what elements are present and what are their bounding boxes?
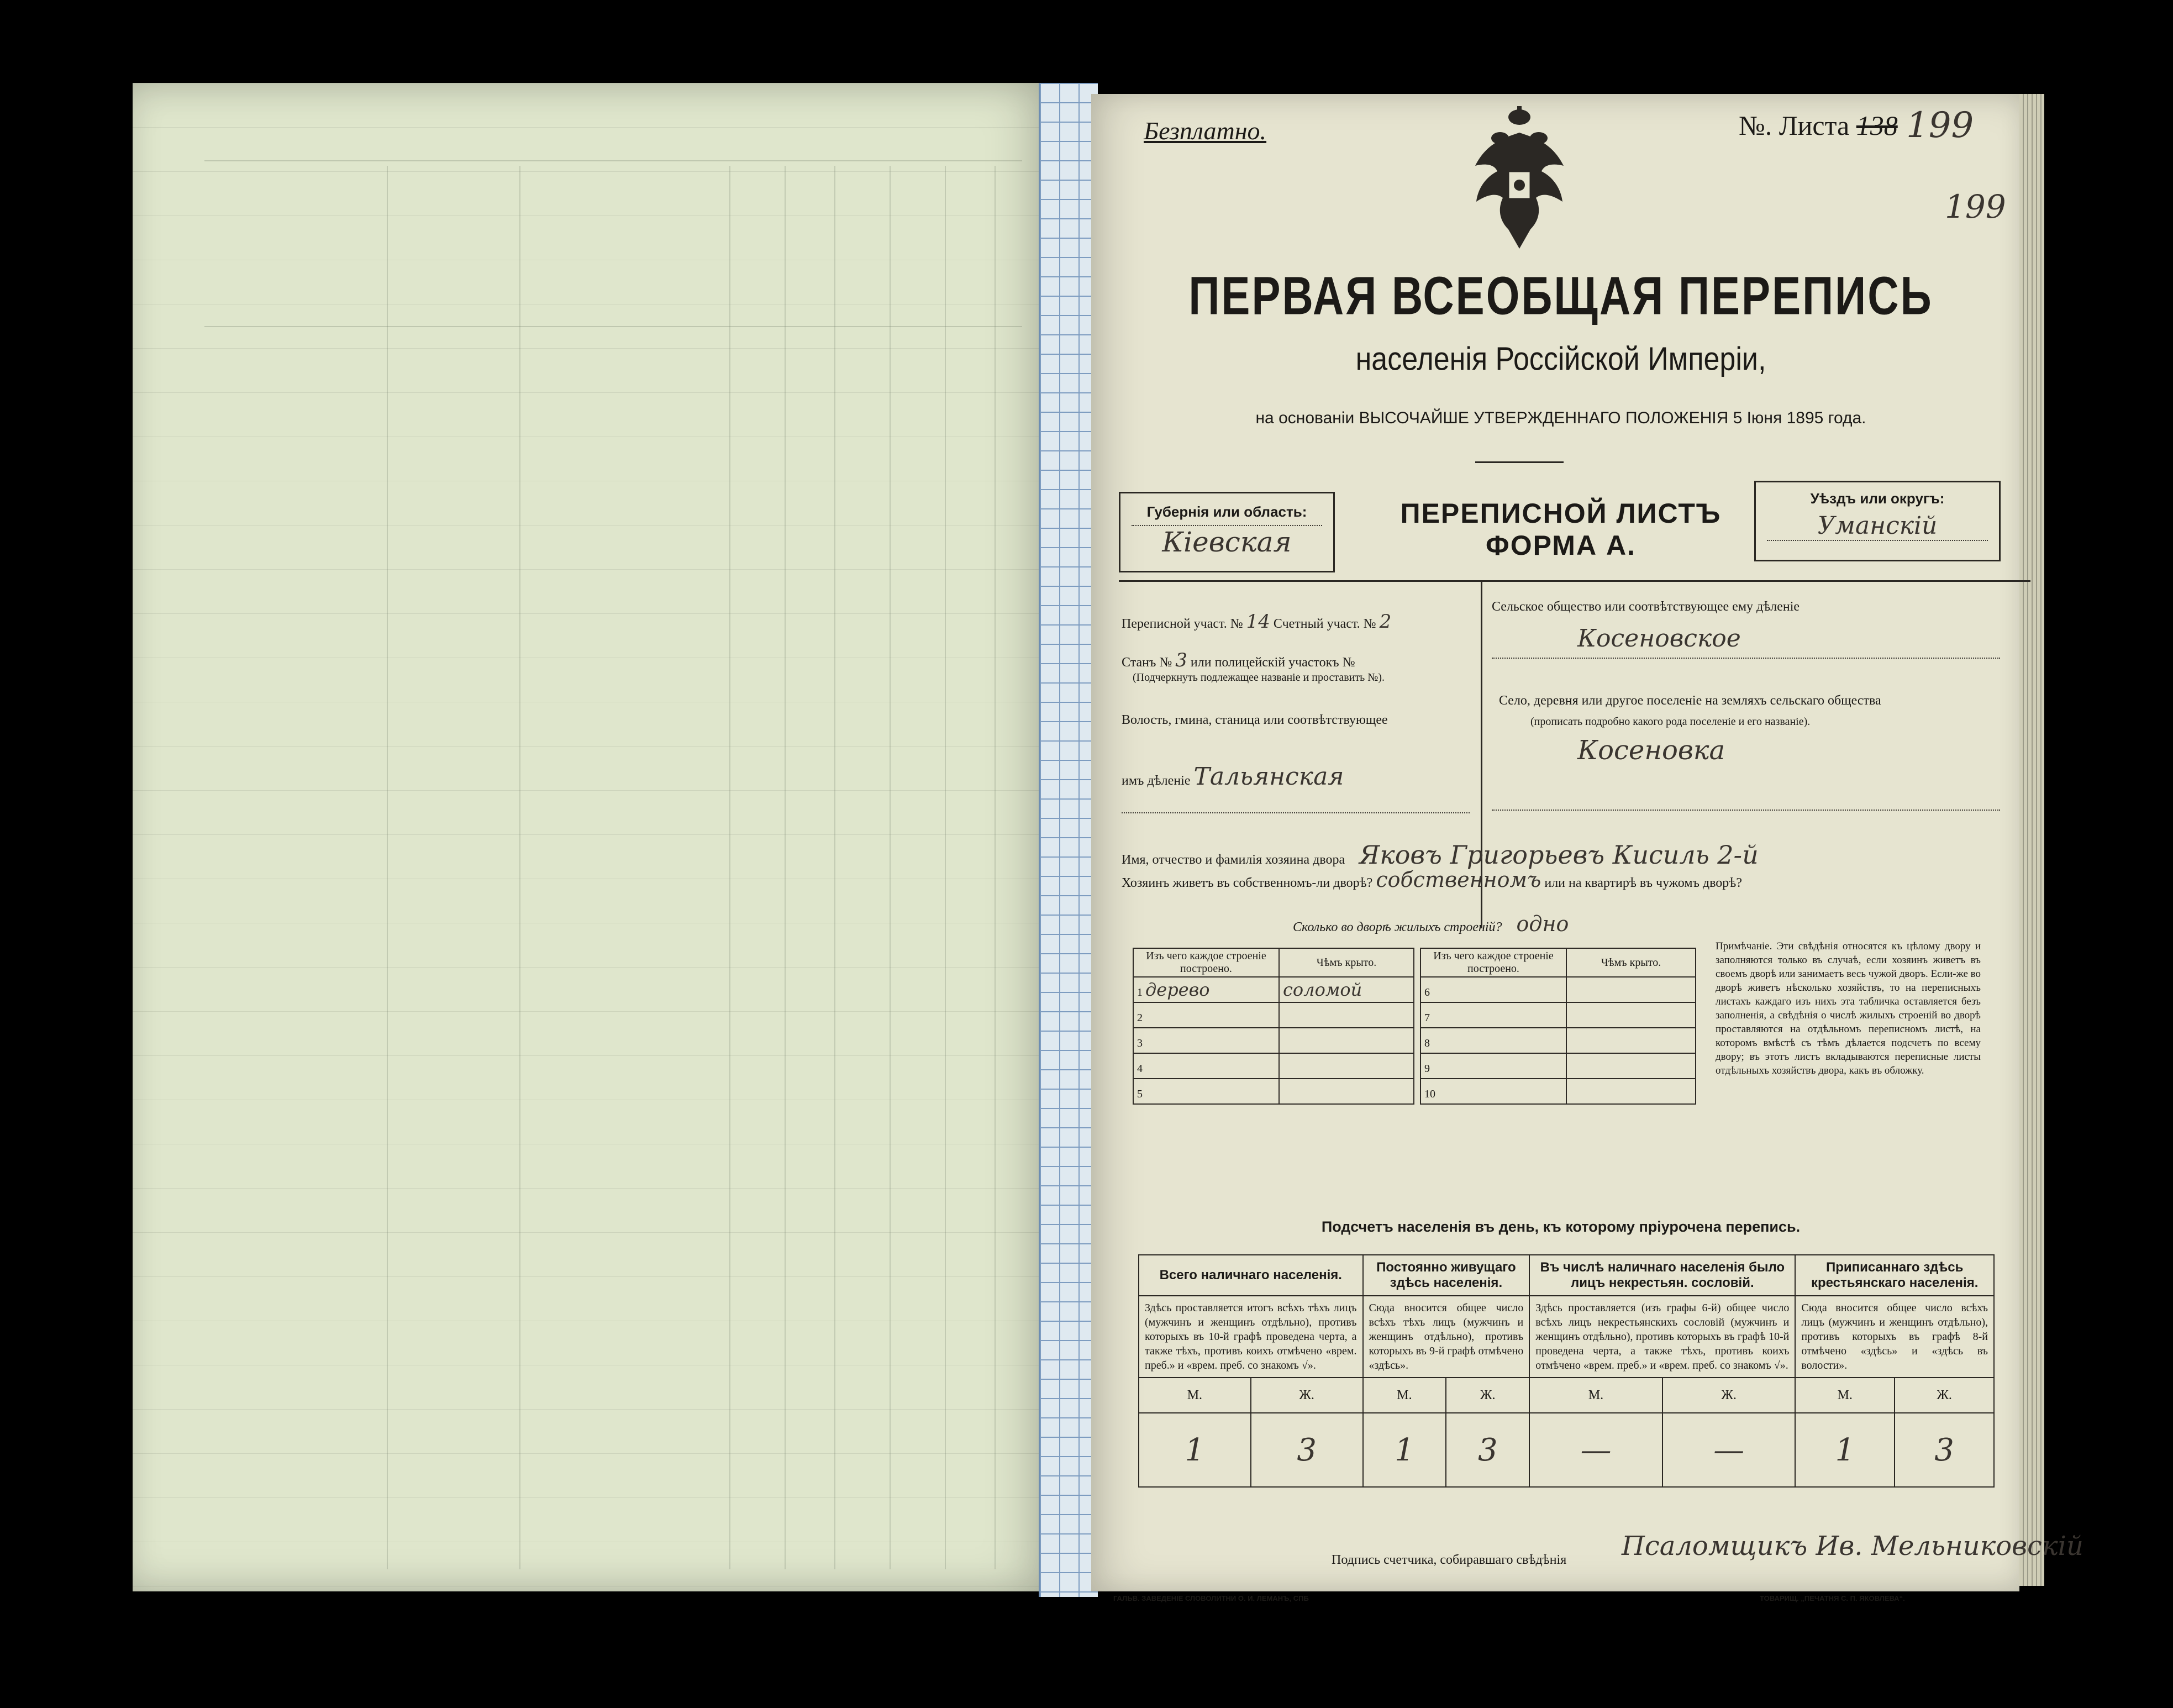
- roof-value: [1566, 1028, 1696, 1053]
- sex-label: Ж.: [1446, 1378, 1529, 1413]
- stan-value: 3: [1175, 649, 1187, 671]
- page-stack-edges: [2019, 94, 2044, 1586]
- ghost-column-line: [834, 166, 835, 1569]
- totals-value: 1: [1363, 1413, 1446, 1487]
- divider-ornament: [1475, 461, 1564, 463]
- form-title: ПЕРЕПИСНОЙ ЛИСТЪ: [1400, 498, 1722, 529]
- building-material-cell: [1133, 1053, 1279, 1079]
- society-value: Косеновское: [1577, 624, 1741, 653]
- totals-column-description: Сюда вносится общее число всѣхъ лицъ (мужчинъ и женщинъ отдѣльно), противъ которыхъ въ графѣ 8-й отмѣчено «здѣсь» и «здѣсь въ волости».: [1795, 1296, 1994, 1378]
- building-material-cell: [1420, 977, 1566, 1002]
- ghost-column-line: [945, 166, 946, 1569]
- row-number: 5: [1137, 1088, 1143, 1100]
- ghost-header-line: [204, 160, 1022, 161]
- volost-value: Тальянская: [1193, 763, 1344, 791]
- sex-label: М.: [1529, 1378, 1662, 1413]
- totals-column-description: Сюда вносится общее число всѣхъ тѣхъ лицъ (мужчинъ и женщинъ отдѣльно), противъ которыхъ въ 9-й графѣ отмѣчено «здѣсь».: [1363, 1296, 1530, 1378]
- building-material-cell: [1420, 1002, 1566, 1028]
- village-note: (прописать подробно какого рода поселеніе и его названіе).: [1530, 716, 1811, 728]
- totals-column-title: Въ числѣ наличнаго населенія было лицъ некрестьян. сословій.: [1529, 1255, 1795, 1296]
- roof-value: [1566, 1053, 1696, 1079]
- building-material-cell: [1420, 1028, 1566, 1053]
- ghost-header-line: [204, 326, 1022, 327]
- free-label: Безплатно.: [1144, 117, 1267, 145]
- totals-value: —: [1662, 1413, 1796, 1487]
- uyezd-label: Уѣздъ или округъ:: [1810, 490, 1945, 507]
- binding-grid-strip: [1039, 83, 1098, 1597]
- totals-column-title: Приписаннаго здѣсь крестьянскаго населенія.: [1795, 1255, 1994, 1296]
- totals-table: [1138, 1254, 1995, 1488]
- building-row: [1420, 1079, 1696, 1104]
- sex-label: Ж.: [1251, 1378, 1363, 1413]
- building-row: [1420, 977, 1696, 1002]
- building-material-cell: [1420, 1079, 1566, 1104]
- sex-label: М.: [1795, 1378, 1895, 1413]
- roof-value: [1566, 1002, 1696, 1028]
- col-material: Изъ чего каждое строеніе построено.: [1420, 948, 1566, 977]
- buildings-count-value: одно: [1516, 912, 1569, 936]
- section-divider: [1119, 580, 2030, 582]
- buildings-table-left: [1133, 948, 1414, 1105]
- signature-value: Псаломщикъ Ив. Мельниковскій: [1622, 1531, 2083, 1562]
- building-material-cell: [1133, 977, 1279, 1002]
- guberniya-label: Губернія или область:: [1146, 503, 1307, 520]
- sex-label: М.: [1139, 1378, 1251, 1413]
- buildings-count-field: Сколько во дворѣ жилыхъ строеній? одно: [1293, 912, 1569, 936]
- roof-value: [1279, 1053, 1414, 1079]
- left-page: [133, 83, 1050, 1591]
- totals-caption: Подсчетъ населенія въ день, къ которому пріурочена перепись.: [1321, 1218, 1801, 1235]
- sheet-number-label: №. Листа 138: [1739, 110, 1898, 141]
- sex-label: Ж.: [1895, 1378, 1994, 1413]
- volost-field: имъ дѣленіе Тальянская: [1122, 763, 1344, 791]
- subtitle: населенія Россійской Имперіи,: [1355, 340, 1766, 378]
- building-row: [1133, 1053, 1414, 1079]
- totals-value: 3: [1895, 1413, 1994, 1487]
- owner-lives-field: Хозяинъ живетъ въ собственномъ-ли дворѣ? собственномъ или на квартирѣ въ чужомъ дворѣ?: [1122, 868, 1742, 892]
- building-material-cell: [1133, 1028, 1279, 1053]
- building-material-cell: [1133, 1079, 1279, 1104]
- form-title-block: [1334, 492, 1787, 561]
- totals-value: 1: [1795, 1413, 1895, 1487]
- uchast-field: Переписной участ. № 14 Счетный участ. № 2: [1122, 611, 1392, 633]
- building-row: [1420, 1002, 1696, 1028]
- village-value: Косеновка: [1577, 735, 1725, 766]
- uchast-value: 14: [1246, 611, 1270, 633]
- census-form-page: [1091, 94, 2083, 1602]
- sheet-number-handwritten: 199: [1906, 105, 1974, 146]
- building-row: [1420, 1028, 1696, 1053]
- sex-label: Ж.: [1662, 1378, 1796, 1413]
- row-number: 3: [1137, 1037, 1143, 1049]
- owner-name-field: Имя, отчество и фамилія хозяина двора Яковъ Григорьевъ Кисиль 2-й: [1122, 840, 1759, 870]
- volost-label: Волость, гмина, станица или соотвѣтствующее: [1122, 713, 1388, 727]
- row-number: 6: [1424, 986, 1430, 998]
- row-number: 10: [1424, 1088, 1435, 1100]
- totals-value: 3: [1446, 1413, 1529, 1487]
- ghost-column-line: [519, 166, 520, 1569]
- totals-value: 1: [1139, 1413, 1251, 1487]
- roof-value: [1279, 1028, 1414, 1053]
- roof-value: [1566, 1079, 1696, 1104]
- decree-line: на основаніи ВЫСОЧАЙШЕ УТВЕРЖДЕННАГО ПОЛОЖЕНІЯ 5 Іюня 1895 года.: [1255, 409, 1866, 427]
- row-number: 7: [1424, 1012, 1430, 1024]
- roof-value: соломой: [1279, 977, 1414, 1002]
- totals-value: 3: [1251, 1413, 1363, 1487]
- col-roof: Чѣмъ крыто.: [1279, 948, 1414, 977]
- owner-name-value: Яковъ Григорьевъ Кисиль 2-й: [1359, 840, 1759, 870]
- owner-lives-value: собственномъ: [1376, 868, 1541, 892]
- building-material-cell: [1420, 1053, 1566, 1079]
- ghost-column-line: [890, 166, 891, 1569]
- uyezd-value: Уманскій: [1767, 512, 1988, 541]
- row-number: 9: [1424, 1063, 1430, 1075]
- sheet-number-margin: 199: [1945, 188, 2006, 225]
- totals-column-title: Постоянно живущаго здѣсь населенія.: [1363, 1255, 1530, 1296]
- schet-value: 2: [1379, 611, 1392, 633]
- guberniya-box: [1119, 492, 1335, 572]
- footer-right: ТОВАРИЩ. „ПЕЧАТНЯ С. П. ЯКОВЛЕВА“.: [1760, 1594, 1905, 1602]
- building-row: [1133, 977, 1414, 1002]
- ghost-column-line: [785, 166, 786, 1569]
- material-value: дерево: [1145, 979, 1210, 1000]
- ghost-column-line: [387, 166, 388, 1569]
- sex-label: М.: [1363, 1378, 1446, 1413]
- ghost-column-line: [995, 166, 996, 1569]
- roof-value: [1279, 1079, 1414, 1104]
- society-line: [1492, 658, 2000, 659]
- totals-column-title: Всего наличнаго населенія.: [1139, 1255, 1363, 1296]
- guberniya-value: Кіевская: [1132, 525, 1322, 558]
- stan-field: Станъ № 3 или полицейскій участокъ №: [1122, 649, 1355, 671]
- row-number: 1: [1137, 986, 1145, 998]
- ghost-column-line: [729, 166, 730, 1569]
- village-label: Село, деревня или другое поселеніе на земляхъ сельскаго общества: [1499, 693, 1881, 708]
- village-line: [1492, 810, 2000, 811]
- signature-label: Подпись счетчика, собиравшаго свѣдѣнія: [1332, 1553, 1567, 1567]
- building-row: [1133, 1028, 1414, 1053]
- col-roof: Чѣмъ крыто.: [1566, 948, 1696, 977]
- col-material: Изъ чего каждое строеніе построено.: [1133, 948, 1279, 977]
- row-number: 8: [1424, 1037, 1430, 1049]
- footer-left: ГАЛЬВ. ЗАВЕДЕНІЕ СЛОВОЛИТНИ О. И. ЛЕМАНЪ, СПБ: [1113, 1594, 1309, 1602]
- roof-value: [1566, 977, 1696, 1002]
- form-subtitle: ФОРМА А.: [1486, 530, 1636, 561]
- building-material-cell: [1133, 1002, 1279, 1028]
- uyezd-box: [1754, 481, 2001, 561]
- totals-column-description: Здѣсь проставляется итогъ всѣхъ тѣхъ лицъ (мужчинъ и женщинъ отдѣльно), противъ которыхъ въ 10-й графѣ проведена черта, а также тѣхъ, противъ коихъ отмѣчено «врем. преб.» и «врем. преб. со знакомъ √».: [1139, 1296, 1363, 1378]
- building-row: [1133, 1002, 1414, 1028]
- remark-note: Примѣчаніе. Эти свѣдѣнія относятся къ цѣлому двору и заполняются только въ случаѣ, если хозяинъ живетъ въ своемъ дворѣ или занимаетъ весь чужой дворъ. Если-же во дворѣ живетъ нѣсколько хозяйствъ, то на переписныхъ листахъ каждаго изъ нихъ эта табличка оставляется безъ заполненія, а свѣдѣнія о числѣ жилыхъ строеній во дворѣ проставляются на отдѣльномъ переписномъ листѣ, на которомъ вмѣстѣ съ тѣмъ дѣлается подсчетъ по всему двору; въ этотъ листъ вкладываются переписные листы отдѣльныхъ хозяйствъ двора, какъ въ обложку.: [1716, 940, 1981, 1076]
- stan-note: (Подчеркнуть подлежащее названіе и проставить №).: [1133, 671, 1385, 684]
- volost-extra-line: [1122, 812, 1470, 813]
- buildings-table-right: [1420, 948, 1696, 1105]
- double-headed-eagle-emblem: [1464, 105, 1575, 254]
- main-title: ПЕРВАЯ ВСЕОБЩАЯ ПЕРЕПИСЬ: [1188, 265, 1933, 326]
- totals-column-description: Здѣсь проставляется (изъ графы 6-й) общее число всѣхъ лицъ некрестьянскихъ сословій (мужчинъ и женщинъ отдѣльно), противъ которыхъ въ графѣ 10-й проведена черта, а также тѣхъ, противъ коихъ отмѣчено «врем. преб.» и «врем. преб. со знакомъ √».: [1529, 1296, 1795, 1378]
- row-number: 2: [1137, 1012, 1143, 1024]
- roof-value: [1279, 1002, 1414, 1028]
- building-row: [1133, 1079, 1414, 1104]
- totals-value: —: [1529, 1413, 1662, 1487]
- society-label: Сельское общество или соотвѣтствующее ему дѣленіе: [1492, 600, 1800, 614]
- building-row: [1420, 1053, 1696, 1079]
- sheet-number-struck: 138: [1856, 110, 1898, 141]
- row-number: 4: [1137, 1063, 1143, 1075]
